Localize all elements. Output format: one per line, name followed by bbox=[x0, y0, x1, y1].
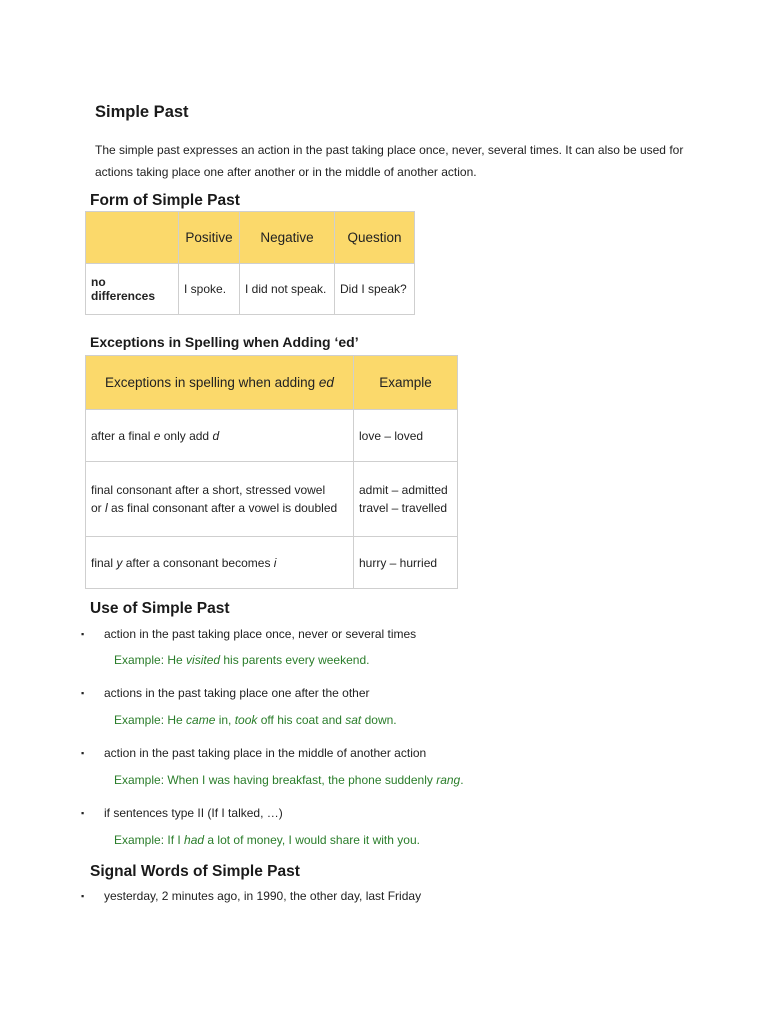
list-item: ▪ yesterday, 2 minutes ago, in 1990, the other day, last Friday bbox=[81, 889, 422, 903]
exceptions-header-row bbox=[86, 356, 458, 410]
form-header-positive: Positive bbox=[179, 212, 240, 264]
form-table-row bbox=[86, 264, 415, 315]
exception-example-3: hurry – hurried bbox=[354, 537, 458, 589]
exception-rule-3: final y after a consonant becomes i bbox=[86, 537, 354, 589]
intro-paragraph: The simple past expresses an action in the past taking place once, never, several times. It can also be used for actions taking place one after another or in the middle of another action. bbox=[95, 143, 684, 179]
exception-rule-2: final consonant after a short, stressed vowel or l as final consonant after a vowel is doubled bbox=[86, 462, 354, 537]
example-sentence: Example: He visited his parents every weekend. bbox=[114, 653, 370, 667]
example-sentence: Example: When I was having breakfast, the phone suddenly rang. bbox=[114, 773, 464, 787]
example-sentence: Example: He came in, took off his coat and sat down. bbox=[114, 713, 397, 727]
form-header-question: Question bbox=[335, 212, 415, 264]
form-row-label: no differences bbox=[86, 264, 179, 315]
signal-heading: Signal Words of Simple Past bbox=[90, 863, 300, 880]
table-row bbox=[86, 462, 458, 537]
example-sentence: Example: If I had a lot of money, I would share it with you. bbox=[114, 833, 420, 847]
bullet-icon: ▪ bbox=[81, 748, 85, 758]
exception-example-2: admit – admitted travel – travelled bbox=[354, 462, 458, 537]
use-heading: Use of Simple Past bbox=[90, 600, 230, 617]
exception-rule-1: after a final e only add d bbox=[86, 410, 354, 462]
exceptions-heading: Exceptions in Spelling when Adding ‘ed’ bbox=[90, 334, 359, 350]
exception-example-1: love – loved bbox=[354, 410, 458, 462]
list-item: ▪ action in the past taking place in the middle of another action bbox=[81, 746, 427, 760]
table-row bbox=[86, 410, 458, 462]
exceptions-header-rule: Exceptions in spelling when adding ed bbox=[86, 356, 354, 410]
list-item: ▪ if sentences type II (If I talked, …) bbox=[81, 806, 283, 820]
form-table bbox=[85, 211, 415, 315]
table-row bbox=[86, 537, 458, 589]
form-table-header-row bbox=[86, 212, 415, 264]
form-heading: Form of Simple Past bbox=[90, 192, 240, 209]
form-row-negative: I did not speak. bbox=[240, 264, 335, 315]
form-header-empty bbox=[86, 212, 179, 264]
page-title: Simple Past bbox=[95, 103, 189, 121]
bullet-icon: ▪ bbox=[81, 688, 85, 698]
form-header-negative: Negative bbox=[240, 212, 335, 264]
bullet-icon: ▪ bbox=[81, 629, 85, 639]
form-row-positive: I spoke. bbox=[179, 264, 240, 315]
exceptions-header-example: Example bbox=[354, 356, 458, 410]
bullet-icon: ▪ bbox=[81, 891, 85, 901]
list-item: ▪ actions in the past taking place one after the other bbox=[81, 686, 370, 700]
list-item: ▪ action in the past taking place once, never or several times bbox=[81, 627, 417, 641]
bullet-icon: ▪ bbox=[81, 808, 85, 818]
exceptions-table bbox=[85, 355, 458, 589]
form-row-question: Did I speak? bbox=[335, 264, 415, 315]
